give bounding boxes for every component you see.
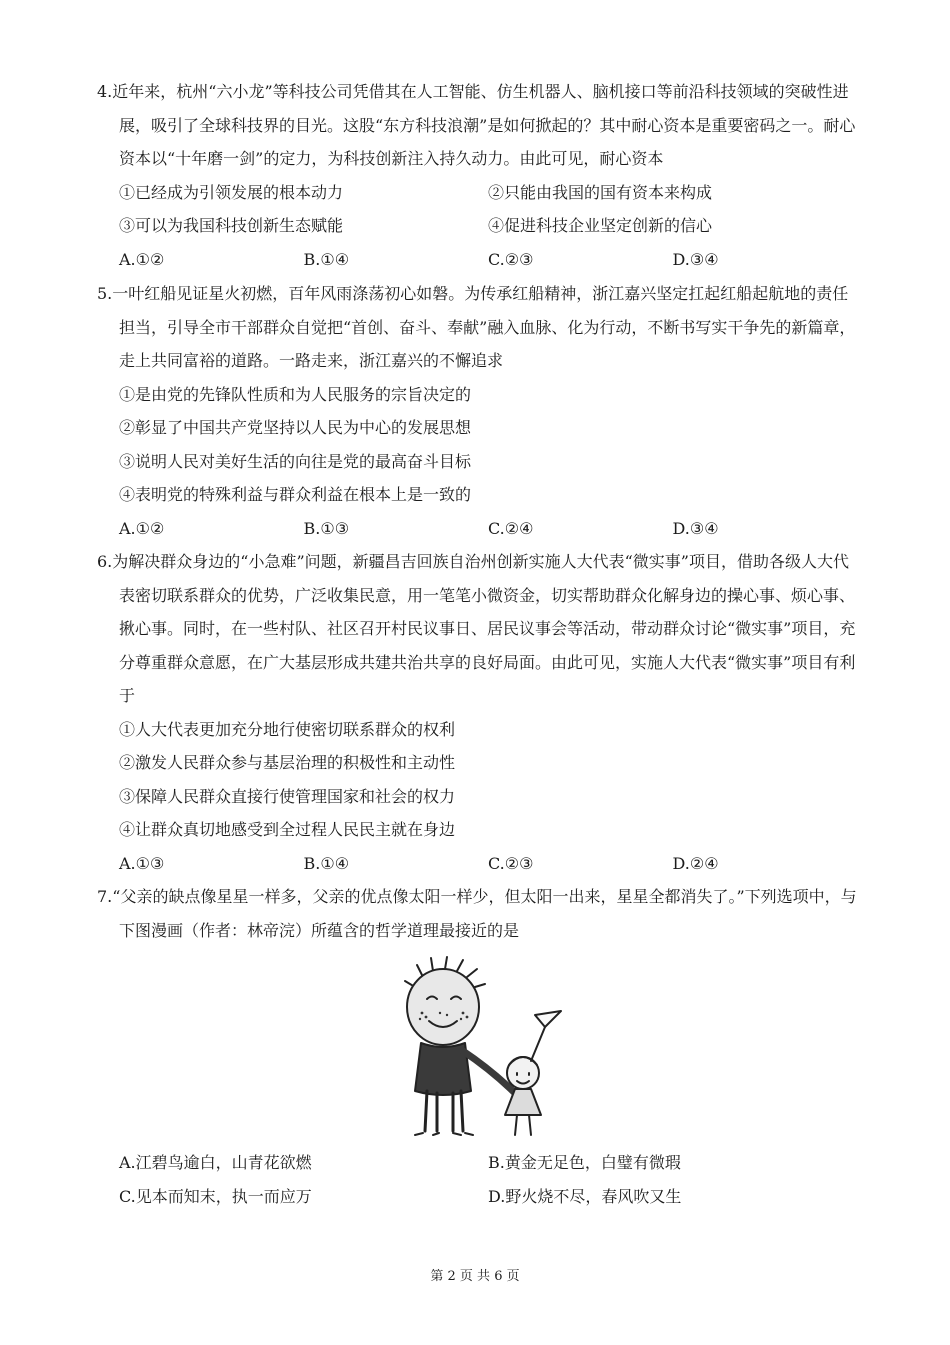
page-number-footer: 第 2 页 共 6 页 xyxy=(430,1269,520,1284)
question-7-options xyxy=(97,1146,857,1213)
choice-d: D.野火烧不尽，春风吹又生 xyxy=(488,1186,682,1206)
question-stem: 7.“父亲的缺点像星星一样多，父亲的优点像太阳一样少，但太阳一出来，星星全都消失了。”下列选项中，与下图漫画（作者：林帝浣）所蕴含的哲学道理最接近的是 xyxy=(97,887,857,940)
question-stem: 6.为解决群众身边的“小急难”问题，新疆昌吉回族自治州创新实施人大代表“微实事”项目，借助各级人大代表密切联系群众的优势，广泛收集民意，用一笔笔小微资金，切实帮助群众化解身边的操心事、烦心事、揪心事。同时，在一些村队、社区召开村民议事日、居民议事会等活动，带动群众讨论“微实事”项目，充分尊重群众意愿，在广大基层形成共建共治共享的良好局面。由此可见，实施人大代表“微实事”项目有利于 xyxy=(97,552,856,705)
father-child-cartoon-illustration xyxy=(395,955,570,1140)
choice-c: C.见本而知末，执一而应万 xyxy=(119,1186,312,1206)
statement-1: ①是由党的先锋队性质和为人民服务的宗旨决定的 xyxy=(119,384,472,404)
choice-a: A.①② xyxy=(119,249,165,269)
statement-2: ②彰显了中国共产党坚持以人民为中心的发展思想 xyxy=(119,418,472,437)
choice-d: D.②④ xyxy=(672,853,719,873)
question-stem: 4.近年来，杭州“六小龙”等科技公司凭借其在人工智能、仿生机器人、脑机接口等前沿科技领域的突破性进展，吸引了全球科技界的目光。这股“东方科技浪潮”是如何掀起的？其中耐心资本是重要密码之一。耐心资本以“十年磨一剑”的定力，为科技创新注入持久动力。由此可见，耐心资本 xyxy=(97,82,856,168)
question-7 xyxy=(97,880,857,947)
choice-b: B.①④ xyxy=(303,249,350,269)
statement-4: ④促进科技企业坚定创新的信心 xyxy=(488,216,713,235)
choice-a: A.①③ xyxy=(119,853,165,873)
statement-4: ④表明党的特殊利益与群众利益在根本上是一致的 xyxy=(119,485,472,504)
statement-1: ①已经成为引领发展的根本动力 xyxy=(119,182,344,202)
choice-c: C.②③ xyxy=(488,249,534,269)
statement-2: ②激发人民群众参与基层治理的积极性和主动性 xyxy=(119,753,456,772)
statement-3: ③保障人民群众直接行使管理国家和社会的权力 xyxy=(119,786,456,806)
choice-b: B.黄金无足色，白璧有微瑕 xyxy=(488,1153,681,1172)
question-6 xyxy=(97,545,857,880)
statement-3: ③说明人民对美好生活的向往是党的最高奋斗目标 xyxy=(119,451,472,471)
choice-d: D.③④ xyxy=(672,249,719,269)
statement-2: ②只能由我国的国有资本来构成 xyxy=(488,182,713,202)
question-5 xyxy=(97,277,857,545)
choice-a: A.江碧鸟逾白，山青花欲燃 xyxy=(119,1153,312,1172)
question-stem: 5.一叶红船见证星火初燃，百年风雨涤荡初心如磐。为传承红船精神，浙江嘉兴坚定扛起红船起航地的责任担当，引导全市干部群众自觉把“首创、奋斗、奉献”融入血脉、化为行动，不断书写实干争先的新篇章，走上共同富裕的道路。一路走来，浙江嘉兴的不懈追求 xyxy=(97,284,856,370)
choice-d: D.③④ xyxy=(672,518,719,538)
statement-4: ④让群众真切地感受到全过程人民民主就在身边 xyxy=(119,820,456,839)
choice-a: A.①② xyxy=(119,518,165,538)
statement-1: ①人大代表更加充分地行使密切联系群众的权利 xyxy=(119,719,456,739)
choice-b: B.①③ xyxy=(303,518,350,538)
statement-3: ③可以为我国科技创新生态赋能 xyxy=(119,216,344,235)
question-4 xyxy=(97,75,857,276)
choice-c: C.②③ xyxy=(488,853,534,873)
choice-c: C.②④ xyxy=(488,518,534,538)
choice-b: B.①④ xyxy=(303,853,350,873)
